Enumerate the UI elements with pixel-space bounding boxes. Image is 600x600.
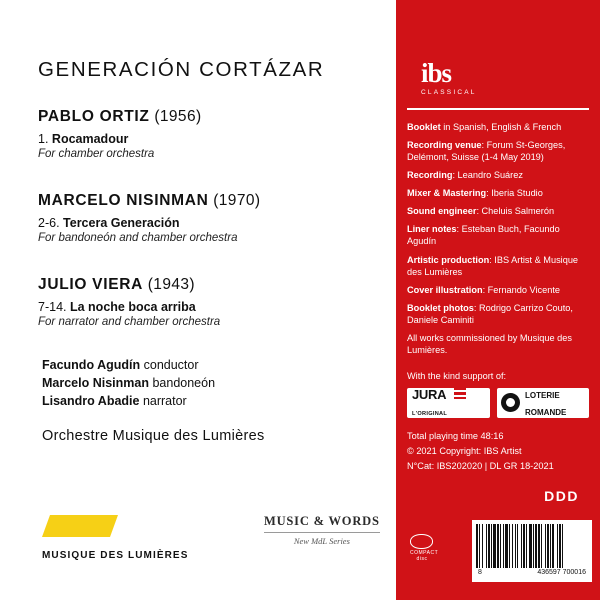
composer-line: [38, 108, 383, 126]
performer-name: Marcelo Nisinman: [42, 376, 149, 390]
cd-logo-text: COMPACT disc: [410, 550, 439, 562]
tracklist-area: [38, 58, 383, 444]
jura-name: JURA: [412, 386, 447, 402]
track-title: Rocamadour: [51, 132, 129, 146]
loterie-line-1: LOTERIE: [525, 390, 560, 400]
credit-label: Sound engineer: [407, 206, 477, 217]
composer-name: PABLO ORTIZ: [38, 108, 150, 125]
track-number: 7-14.: [38, 300, 67, 314]
composer-name: MARCELO NISINMAN: [38, 192, 209, 209]
support-label: With the kind support of:: [407, 370, 507, 381]
composer-name: JULIO VIERA: [38, 276, 144, 293]
track-line: [38, 300, 383, 314]
barcode: [472, 520, 592, 582]
page-title: GENERACIÓN CORTÁZAR: [38, 58, 325, 81]
performer-list: [42, 358, 383, 408]
credit-item: [407, 302, 589, 326]
credit-item: [407, 284, 589, 296]
work-block: [38, 276, 383, 328]
mw-logo-subtitle: New MdL Series: [293, 536, 350, 546]
instrumentation: For narrator and chamber orchestra: [38, 316, 221, 328]
sponsor-row: [407, 388, 589, 418]
composer-years: (1956): [154, 108, 202, 125]
track-number: 2-6.: [38, 216, 60, 230]
divider: [407, 108, 589, 110]
right-panel: [396, 0, 600, 600]
performer-role: conductor: [143, 358, 199, 372]
barcode-digit-left: 8: [478, 569, 482, 576]
musique-des-lumieres-logo: [42, 512, 227, 561]
credit-item: [407, 187, 589, 199]
track-number: 1.: [38, 132, 49, 146]
yellow-parallelogram-icon: [42, 512, 118, 538]
credit-value: in Spanish, English & French: [440, 121, 562, 132]
composer-years: (1943): [147, 276, 195, 293]
credit-label: Mixer & Mastering: [407, 188, 487, 199]
ibs-classical-logo: [407, 0, 589, 96]
credit-value: : Cheluis Salmerón: [476, 206, 555, 217]
list-item: [42, 376, 383, 390]
credit-item: [407, 223, 589, 247]
credit-item: [407, 121, 589, 133]
mdl-logo-text: MUSIQUE DES LUMIÈRES: [42, 550, 189, 561]
jura-subtitle: L'ORIGINAL: [412, 410, 448, 417]
footer-info: [407, 430, 589, 474]
list-item: [42, 358, 383, 372]
credit-value: : IBS Artist & Musique des Lumières: [407, 254, 579, 277]
composer-years: (1970): [213, 192, 261, 209]
credit-value: : Leandro Suárez: [452, 169, 523, 180]
catalog-number: N°Cat: IBS202020 | DL GR 18-2021: [407, 461, 554, 472]
composer-line: [38, 192, 383, 210]
ddd-marking: DDD: [544, 487, 579, 504]
copyright-line: © 2021 Copyright: IBS Artist: [407, 445, 522, 456]
credit-value: : Iberia Studio: [486, 188, 543, 199]
credit-item: [407, 139, 589, 163]
instrumentation: For chamber orchestra: [38, 148, 155, 160]
performer-role: narrator: [142, 394, 187, 408]
credit-label: Cover illustration: [407, 284, 483, 295]
performer-role: bandoneón: [152, 376, 216, 390]
track-line: [38, 132, 383, 146]
credit-value: : Esteban Buch, Facundo Agudín: [407, 224, 560, 247]
performer-name: Lisandro Abadie: [42, 394, 140, 408]
composer-line: [38, 276, 383, 294]
credit-label: Liner notes: [407, 224, 457, 235]
music-and-words-logo: [264, 514, 380, 546]
mw-logo-title: MUSIC & WORDS: [264, 514, 380, 528]
label-info-area: [407, 0, 589, 504]
logo-row: [42, 512, 382, 570]
credit-label: Recording venue: [407, 139, 482, 150]
credit-label: Booklet photos: [407, 303, 474, 314]
work-block: [38, 108, 383, 160]
jura-logo: [407, 388, 490, 418]
credit-item: [407, 254, 589, 278]
track-line: [38, 216, 383, 230]
credit-item: [407, 169, 589, 181]
instrumentation: For bandoneón and chamber orchestra: [38, 232, 238, 244]
list-item: [42, 394, 383, 408]
credit-label: Artistic production: [407, 254, 490, 265]
compact-disc-icon: [410, 534, 439, 562]
credits-block: [407, 121, 589, 357]
credit-value: : Forum St-Georges, Delémont, Suisse (1-4 May 2019): [407, 139, 566, 162]
label-subtitle: CLASSICAL: [421, 89, 477, 96]
barcode-digits-right: 436597 700016: [537, 569, 586, 576]
loterie-line-2: ROMANDE: [525, 407, 567, 417]
credit-value: : Fernando Vicente: [482, 284, 561, 295]
credit-item: [407, 205, 589, 217]
total-playing-time: Total playing time 48:16: [407, 430, 504, 441]
orchestra-name: Orchestre Musique des Lumières: [42, 428, 265, 444]
label-name: ibs: [421, 58, 452, 88]
performer-name: Facundo Agudín: [42, 358, 141, 372]
work-block: [38, 192, 383, 244]
credit-label: Recording: [407, 169, 453, 180]
divider: [264, 532, 380, 533]
loterie-mark-icon: [501, 393, 520, 412]
track-title: La noche boca arriba: [69, 300, 196, 314]
commission-note: All works commissioned by Musique des Lumières.: [407, 333, 572, 356]
jura-bars-icon: [454, 387, 466, 401]
credit-label: Booklet: [407, 121, 441, 132]
loterie-romande-logo: [497, 388, 589, 418]
barcode-bars: [476, 524, 588, 568]
track-title: Tercera Generación: [63, 216, 180, 230]
credit-value: : Rodrigo Carrizo Couto, Daniele Caminiti: [407, 303, 573, 326]
